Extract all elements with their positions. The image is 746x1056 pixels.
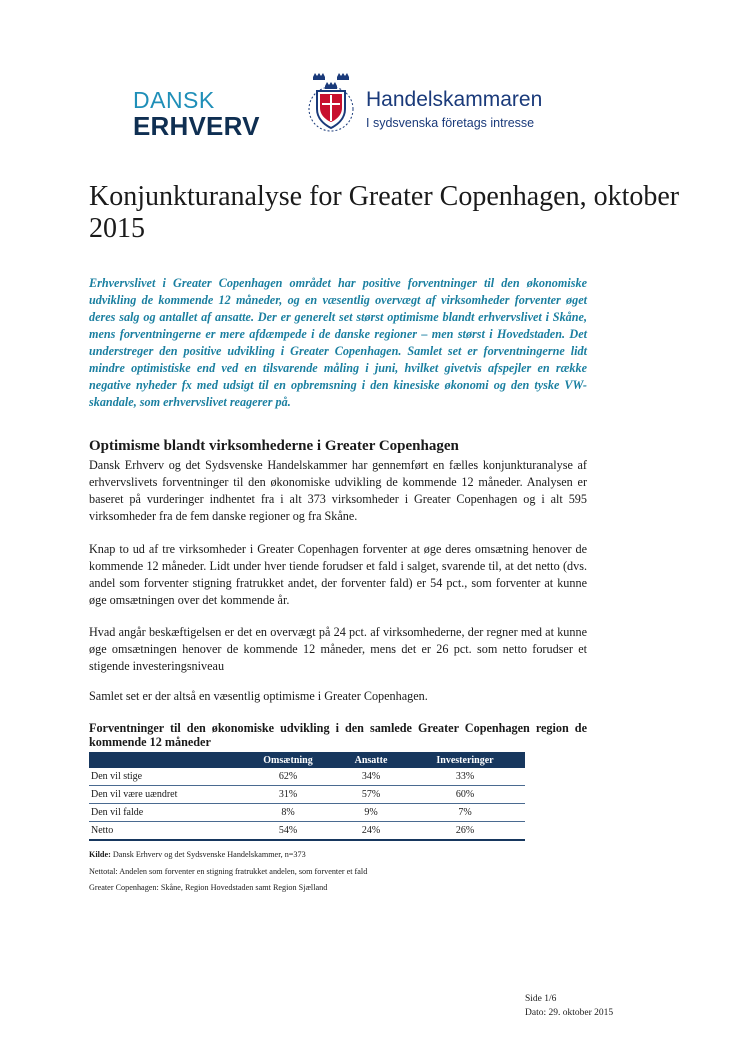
- table-header-omsaetning: Omsætning: [239, 752, 337, 768]
- table-cell: 62%: [239, 768, 337, 786]
- table-header-ansatte: Ansatte: [337, 752, 405, 768]
- table-cell: 34%: [337, 768, 405, 786]
- table-cell-label: Netto: [89, 822, 239, 841]
- table-cell-label: Den vil falde: [89, 804, 239, 822]
- nettotal-note: Nettotal: Andelen som forventer en stigning fratrukket andelen, som forventer et fald: [89, 867, 368, 876]
- body-paragraph-3: Hvad angår beskæftigelsen er det en overvægt på 24 pct. af virksomhederne, der regner med at kunne øge omsætningen henover de kommende 12 måneder, mens det er 26 pct. som netto forudser et stigende investeringsniveau: [89, 625, 587, 673]
- table-cell: 57%: [337, 786, 405, 804]
- handelskammaren-emblem-icon: [305, 71, 357, 133]
- table-cell-label: Den vil være uændret: [89, 786, 239, 804]
- table-row-netto: [89, 822, 525, 841]
- source-text: Dansk Erhverv og det Sydsvenske Handelskammer, n=373: [110, 850, 306, 859]
- page-number: Side 1/6: [525, 994, 557, 1004]
- table-cell: 24%: [337, 822, 405, 841]
- source-label: Kilde:: [89, 850, 111, 859]
- source-note: [89, 850, 306, 859]
- handelskammaren-tagline: I sydsvenska företags intresse: [366, 116, 535, 130]
- dansk-logo-line2: ERHVERV: [133, 111, 260, 141]
- body-paragraph-1: Dansk Erhverv og det Sydsvenske Handelskammer har gennemført en fælles konjunkturanalyse af erhvervslivets forventninger til den økonomiske udvikling de kommende 12 måneder. Analysen er baseret på vurderinger indhentet fra i alt 373 virksomheder i Greater Copenhagen og i alt 595 virksomheder fra de fem danske regioner og fra Skåne.: [89, 458, 587, 523]
- table-cell: 7%: [405, 804, 525, 822]
- table-cell: 31%: [239, 786, 337, 804]
- table-header-row: [89, 752, 525, 768]
- dansk-logo-line1: DANSK: [133, 87, 215, 113]
- body-paragraph-2: Knap to ud af tre virksomheder i Greater Copenhagen forventer at øge deres omsætning henover de kommende 12 måneder. Lidt under hver tiende forudser et fald i salget, svarende til, at det netto (dvs. andel som forventer stigning fratrukket andet, der forventer fald) er 54 pct., som forventer at kunne øge omsætningen over det kommende år.: [89, 542, 587, 607]
- table-cell: 8%: [239, 804, 337, 822]
- table-header-blank: [89, 752, 239, 768]
- table-row: [89, 804, 525, 822]
- dansk-erhverv-logo: [133, 89, 260, 139]
- expectations-table: [89, 752, 525, 841]
- document-title: Konjunkturanalyse for Greater Copenhagen, oktober 2015: [89, 181, 680, 244]
- region-note: Greater Copenhagen: Skåne, Region Hovedstaden samt Region Sjælland: [89, 883, 328, 892]
- table-cell: 54%: [239, 822, 337, 841]
- handelskammaren-name: Handelskammaren: [366, 88, 543, 111]
- table-row: [89, 786, 525, 804]
- section-heading: Optimisme blandt virksomhederne i Greater Copenhagen: [89, 438, 459, 454]
- table-cell-label: Den vil stige: [89, 768, 239, 786]
- table-cell: 60%: [405, 786, 525, 804]
- table-cell: 33%: [405, 768, 525, 786]
- table-row: [89, 768, 525, 786]
- table-cell: 9%: [337, 804, 405, 822]
- intro-paragraph: Erhvervslivet i Greater Copenhagen området har positive forventninger til den økonomiske udvikling de kommende 12 måneder, og en væsentlig overvægt af virksomheder forventer øget deres salg og antallet af ansatte. Der er generelt set størst optimisme blandt erhvervslivet i Skåne, mens forventningerne er mere afdæmpede i de danske regioner – men størst i Hovedstaden. Det understreger den positive udvikling i Greater Copenhagen. Samlet set er forventningerne lidt mindre optimistiske end ved en tilsvarende måling i juni, hvilket givetvis afspejler en række negative nyheder fx med udsigt til en opbremsning i den kinesiske økonomi og den tyske VW-skandale, som erhvervslivet reagerer på.: [89, 276, 587, 409]
- table-title: Forventninger til den økonomiske udvikling i den samlede Greater Copenhagen region de kommende 12 måneder: [89, 721, 587, 749]
- table-cell: 26%: [405, 822, 525, 841]
- body-paragraph-4: Samlet set er der altså en væsentlig optimisme i Greater Copenhagen.: [89, 689, 428, 703]
- document-date: Dato: 29. oktober 2015: [525, 1008, 614, 1018]
- table-header-investeringer: Investeringer: [405, 752, 525, 768]
